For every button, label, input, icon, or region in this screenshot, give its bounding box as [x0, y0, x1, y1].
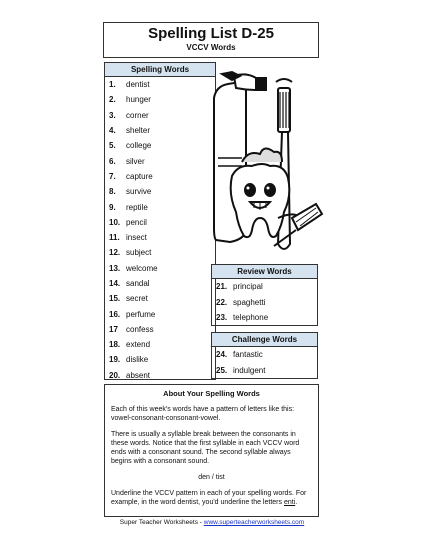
challenge-word-word: indulgent: [233, 365, 266, 375]
spelling-word-row: [105, 92, 215, 107]
review-word-number: 22.: [216, 297, 228, 307]
spelling-word-row: [105, 138, 215, 153]
challenge-word-word: fantastic: [233, 350, 263, 360]
spelling-word-word: reptile: [126, 202, 148, 212]
syllable-example: den / tist: [198, 474, 225, 481]
spelling-words-box: [104, 62, 216, 380]
challenge-words-list: [212, 347, 317, 378]
about-paragraph-3-text: Underline the VCCV pattern in each of your spelling words. For example, in the word dentist, you'd underline the letters: [111, 490, 307, 506]
spelling-word-number: 7.: [109, 171, 116, 181]
spelling-word-word: pencil: [126, 217, 147, 227]
spelling-word-number: 6.: [109, 156, 116, 166]
spelling-word-word: secret: [126, 294, 148, 304]
review-words-heading: Review Words: [212, 265, 317, 279]
spelling-word-word: corner: [126, 110, 149, 120]
review-word-word: principal: [233, 282, 263, 292]
spelling-word-row: [105, 337, 215, 352]
review-word-row: [212, 279, 317, 295]
review-word-row: [212, 310, 317, 326]
spelling-word-number: 14.: [109, 279, 121, 288]
spelling-word-word: hunger: [126, 95, 151, 105]
spelling-word-word: dislike: [126, 355, 149, 365]
spelling-word-number: 15.: [109, 294, 121, 304]
spelling-word-row: [105, 291, 215, 306]
spelling-word-number: 13.: [109, 263, 121, 273]
review-word-number: 23.: [216, 313, 228, 323]
spelling-word-word: extend: [126, 340, 151, 350]
spelling-word-row: [105, 352, 215, 367]
spelling-word-number: 3.: [109, 110, 116, 120]
spelling-word-row: [105, 108, 215, 123]
title-box: [103, 22, 319, 58]
review-words-box: [211, 264, 318, 326]
spelling-word-number: 18.: [109, 340, 121, 350]
page-subtitle: VCCV Words: [186, 43, 236, 52]
spelling-word-row: [105, 368, 215, 383]
spelling-word-row: [105, 245, 215, 260]
challenge-words-box: [211, 332, 318, 379]
spelling-word-number: 10.: [109, 217, 121, 227]
spelling-word-number: 17: [109, 324, 118, 334]
page-title: Spelling List D-25: [148, 25, 274, 42]
spelling-word-number: 9.: [109, 202, 116, 212]
spelling-word-word: dentist: [126, 80, 150, 90]
spelling-word-word: shelter: [126, 126, 151, 136]
about-paragraph-3-end: .: [295, 499, 298, 506]
spelling-word-row: [105, 153, 215, 168]
spelling-word-word: subject: [126, 248, 152, 258]
challenge-word-row: [212, 347, 317, 363]
challenge-word-number: 24.: [216, 350, 228, 360]
spelling-word-row: [105, 261, 215, 276]
spelling-word-row: [105, 306, 215, 321]
toothpaste-toothbrush-illustration: [212, 68, 324, 260]
footer: [104, 519, 320, 526]
review-word-row: [212, 295, 317, 311]
spelling-word-word: survive: [126, 187, 152, 197]
spelling-word-number: 4.: [109, 126, 116, 136]
spelling-word-row: [105, 215, 215, 230]
challenge-words-heading: Challenge Words: [212, 333, 317, 347]
review-word-word: telephone: [233, 313, 269, 323]
about-paragraph-2: There is usually a syllable break between the consonants in these words. Notice that the first syllable in each VCCV word ends with a consonant sound. The second syllable always begins with a consonant sound.: [111, 431, 300, 465]
spelling-word-row: [105, 184, 215, 199]
spelling-word-word: absent: [126, 370, 151, 380]
spelling-word-row: [105, 322, 215, 337]
spelling-word-word: college: [126, 141, 152, 151]
spelling-word-row: [105, 230, 215, 245]
spelling-word-row: [105, 169, 215, 184]
underlined-letters: enti: [283, 499, 296, 506]
about-title: About Your Spelling Words: [163, 389, 260, 398]
spelling-word-number: 11.: [109, 233, 120, 243]
spelling-word-word: insect: [126, 233, 147, 243]
spelling-word-word: sandal: [126, 279, 150, 288]
spelling-word-number: 19.: [109, 355, 121, 365]
spelling-word-number: 20.: [109, 370, 121, 380]
spelling-words-heading: Spelling Words: [105, 63, 215, 77]
review-word-number: 21.: [216, 282, 228, 292]
spelling-word-row: [105, 276, 215, 291]
spelling-word-number: 5.: [109, 141, 116, 151]
spelling-word-number: 2.: [109, 95, 116, 105]
footer-link[interactable]: www.superteacherworksheets.com: [203, 519, 305, 526]
challenge-word-row: [212, 363, 317, 379]
about-paragraph-3: [111, 489, 312, 507]
review-word-word: spaghetti: [233, 297, 266, 307]
spelling-word-number: 1.: [109, 80, 116, 90]
spelling-words-list: [105, 77, 215, 383]
spelling-word-word: perfume: [126, 309, 156, 319]
spelling-word-number: 16.: [109, 309, 121, 319]
spelling-word-word: welcome: [126, 263, 158, 273]
spelling-word-number: 8.: [109, 187, 116, 197]
spelling-word-row: [105, 123, 215, 138]
about-paragraph-1: Each of this week's words have a pattern of letters like this: vowel-consonant-consonant-vowel.: [111, 406, 295, 422]
spelling-word-row: [105, 77, 215, 92]
about-box: [104, 384, 319, 517]
challenge-word-number: 25.: [216, 365, 228, 375]
spelling-word-word: capture: [126, 171, 153, 181]
footer-label: Super Teacher Worksheets -: [119, 519, 204, 526]
spelling-word-word: confess: [126, 324, 154, 334]
spelling-word-row: [105, 199, 215, 214]
spelling-word-word: silver: [126, 156, 145, 166]
review-words-list: [212, 279, 317, 326]
spelling-word-number: 12.: [109, 248, 121, 258]
